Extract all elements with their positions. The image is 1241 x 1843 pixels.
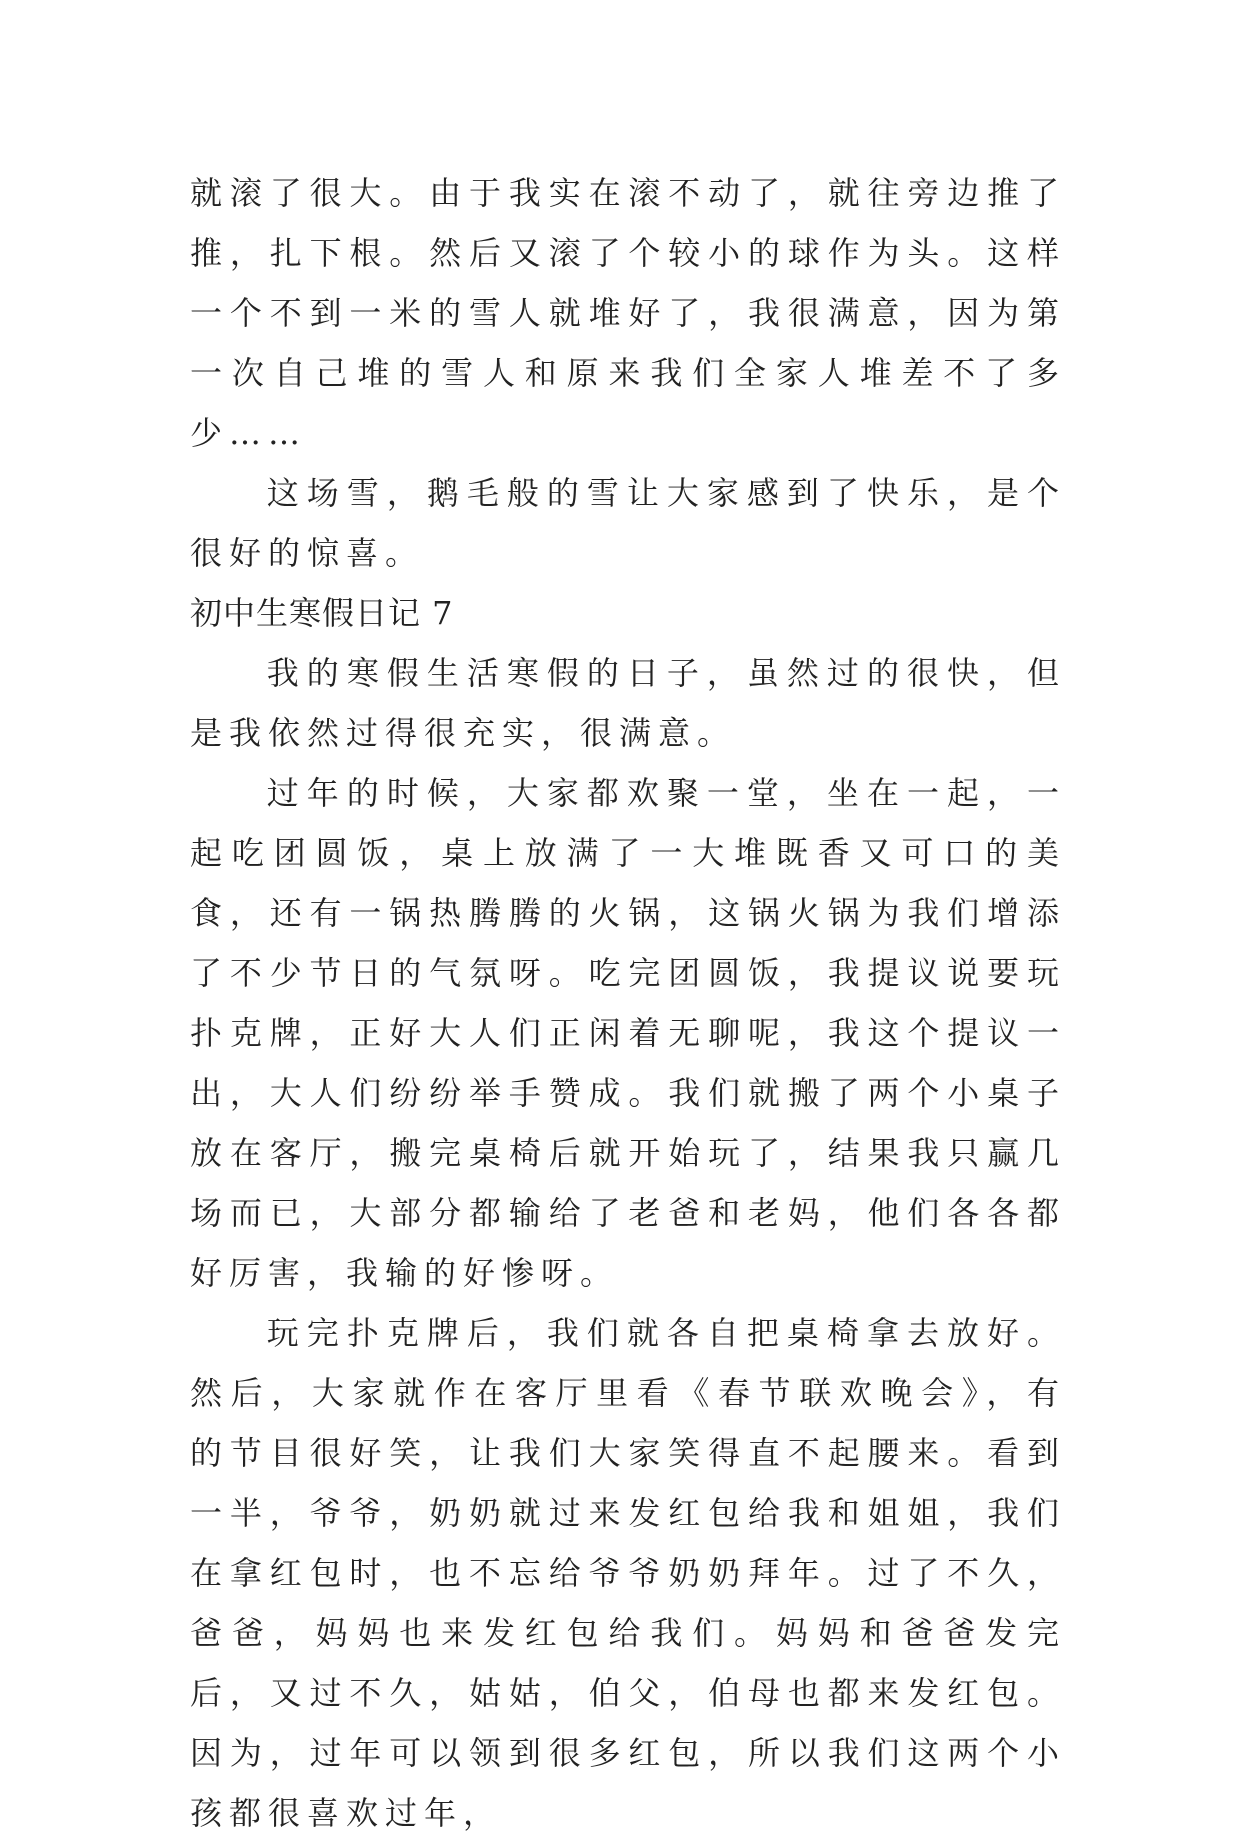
document-body: [190, 163, 1066, 1843]
paragraph-snow-surprise: 这场雪，鹅毛般的雪让大家感到了快乐，是个很好的惊喜。: [190, 474, 1066, 572]
paragraph-red-envelopes: 玩完扑克牌后，我们就各自把桌椅拿去放好。然后，大家就作在客厅里看《春节联欢晚会》，有的节目很好笑，让我们大家笑得直不起腰来。看到一半，爷爷，奶奶就过来发红包给我和姐姐，我们在拿红包时，也不忘给爷爷奶奶拜年。过了不久，爸爸，妈妈也来发红包给我们。妈妈和爸爸发完后，又过不久，姑姑，伯父，伯母也都来发红包。因为，过年可以领到很多红包，所以我们这两个小孩都很喜欢过年，: [190, 1314, 1066, 1832]
paragraph-snowman-continued: 就滚了很大。由于我实在滚不动了，就往旁边推了推，扎下根。然后又滚了个较小的球作为头。这样一个不到一米的雪人就堆好了，我很满意，因为第一次自己堆的雪人和原来我们全家人堆差不了多少……: [190, 174, 1066, 452]
paragraph-new-year-dinner: 过年的时候，大家都欢聚一堂，坐在一起，一起吃团圆饭，桌上放满了一大堆既香又可口的美食，还有一锅热腾腾的火锅，这锅火锅为我们增添了不少节日的气氛呀。吃完团圆饭，我提议说要玩扑克牌，正好大人们正闲着无聊呢，我这个提议一出，大人们纷纷举手赞成。我们就搬了两个小桌子放在客厅，搬完桌椅后就开始玩了，结果我只赢几场而已，大部分都输给了老爸和老妈，他们各各都好厉害，我输的好惨呀。: [190, 774, 1066, 1292]
section-title: 初中生寒假日记 7: [190, 594, 454, 632]
paragraph-winter-vacation-intro: 我的寒假生活寒假的日子，虽然过的很快，但是我依然过得很充实，很满意。: [190, 654, 1066, 752]
